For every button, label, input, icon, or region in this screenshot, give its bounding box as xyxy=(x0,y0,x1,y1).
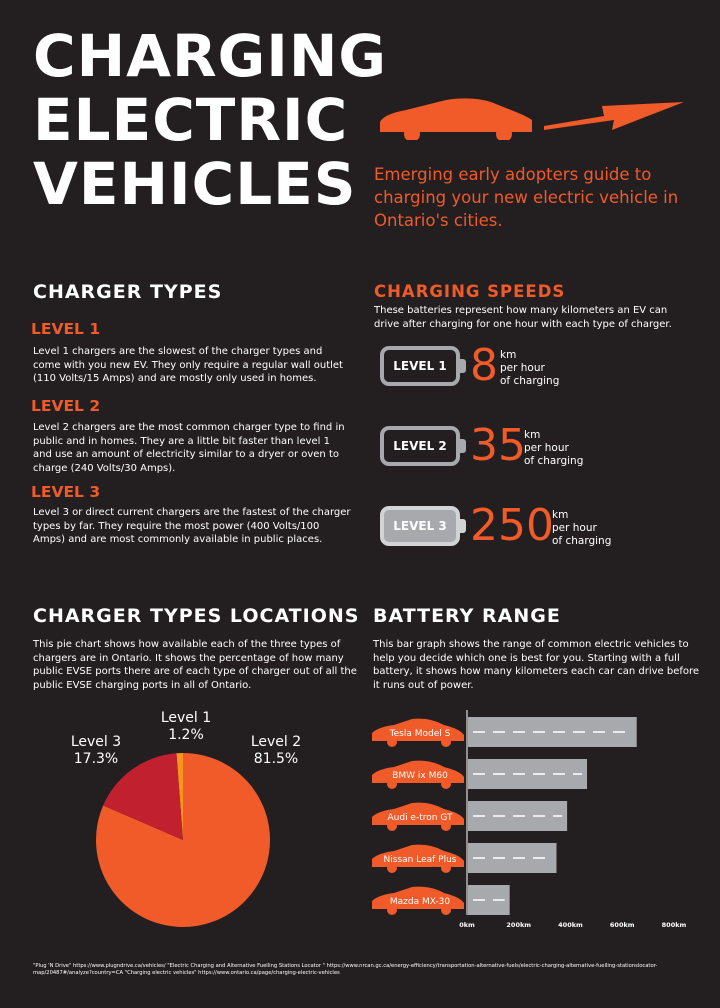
pie-label: Level 2 xyxy=(250,734,302,750)
title-line-3: VEHICLES xyxy=(33,150,357,218)
battery-label: LEVEL 3 xyxy=(393,519,447,533)
pie-label: Level 3 xyxy=(70,734,122,750)
x-tick-label: 800km xyxy=(661,921,687,929)
charging-speeds-description: These batteries represent how many kilometers an EV can drive after charging for one hour with each type of charger. xyxy=(374,305,672,330)
speed-of: of charging xyxy=(500,375,560,387)
title-line-2: ELECTRIC xyxy=(33,86,349,154)
x-tick-label: 400km xyxy=(558,921,583,929)
title-line-1: CHARGING xyxy=(33,22,387,90)
speed-per: per hour xyxy=(524,442,569,454)
lightning-bolt-icon xyxy=(544,100,684,136)
charging-speeds-heading: CHARGING SPEEDS xyxy=(374,282,566,301)
battery-cap xyxy=(460,519,466,533)
level-3-heading: LEVEL 3 xyxy=(31,483,101,501)
x-tick-label: 0km xyxy=(459,921,475,929)
tagline: Emerging early adopters guide to charging your new electric vehicle in Ontario's cities. xyxy=(374,165,679,230)
locations-description: This pie chart shows how available each of the three types of chargers are in Ontario. It shows the percentage of how many public EVSE ports there are of each type of charger out of all the public EVSE charging ports in all of Ontario. xyxy=(33,639,357,691)
speed-unit: km xyxy=(552,509,569,521)
battery-cap xyxy=(460,439,466,453)
speed-of: of charging xyxy=(524,455,584,467)
x-tick-label: 600km xyxy=(609,921,635,929)
bar-chart xyxy=(360,700,720,940)
battery-level-3 xyxy=(380,506,460,546)
level-3-text: Level 3 or direct current chargers are the fastest of the charger types by far. They require the most power (400 Volts/100 Amps) and are most commonly available in public places. xyxy=(33,507,351,545)
sources-footer: "Plug 'N Drive" https://www.plugndrive.ca/vehicles/ "Electric Charging and Alternative Fuelling Stations Locator " https://www.nrcan.gc.ca/energy-efficiency/transportation-alternative-fuels/electric-charging-alternative-fuelling-stationslocator-map/20487#/analyze?country=CA "Charging electric vehicles" https://www.ontario.ca/page/charging-electric-vehicles xyxy=(33,963,658,976)
battery-range-description: This bar graph shows the range of common electric vehicles to help you decide which one is best for you. Starting with a full battery, it shows how many kilometers each car can drive before it runs out of power. xyxy=(373,639,700,691)
speed-value: 8 xyxy=(470,340,498,391)
speed-of: of charging xyxy=(552,535,612,547)
battery-level-2 xyxy=(380,426,460,466)
bar-category-label: Tesla Model S xyxy=(389,729,451,739)
level-1-heading: LEVEL 1 xyxy=(31,320,101,338)
speed-per: per hour xyxy=(552,522,597,534)
charger-types-heading: CHARGER TYPES xyxy=(33,281,223,303)
battery-level-1 xyxy=(380,346,460,386)
speed-unit: km xyxy=(524,429,541,441)
speed-value: 250 xyxy=(470,500,554,551)
bar-category-label: Nissan Leaf Plus xyxy=(383,855,457,865)
speed-unit: km xyxy=(500,349,517,361)
level-2-heading: LEVEL 2 xyxy=(31,397,101,415)
bar xyxy=(468,759,587,789)
pie-label: Level 1 xyxy=(160,710,212,726)
bar-category-label: Mazda MX-30 xyxy=(389,897,451,907)
pie-value-label: 1.2% xyxy=(168,727,204,743)
battery-range-heading: BATTERY RANGE xyxy=(373,605,561,627)
bar-category-label: Audi e-tron GT xyxy=(387,813,453,823)
level-2-text: Level 2 chargers are the most common charger type to find in public and in homes. They are a little bit faster than level 1 and use an amount of electricity similar to a dryer or oven to charge (240 Volts/30 Amps). xyxy=(33,422,345,474)
pie-value-label: 17.3% xyxy=(73,751,119,767)
pie-value-label: 81.5% xyxy=(253,751,299,767)
speed-per: per hour xyxy=(500,362,545,374)
battery-label: LEVEL 1 xyxy=(393,359,447,373)
locations-heading: CHARGER TYPES LOCATIONS xyxy=(33,605,360,627)
bar-category-label: BMW ix M60 xyxy=(392,771,448,781)
battery-cap xyxy=(460,359,466,373)
speed-value: 35 xyxy=(470,420,526,471)
x-tick-label: 200km xyxy=(506,921,532,929)
pie-chart xyxy=(0,700,360,950)
level-1-text: Level 1 chargers are the slowest of the charger types and come with you new EV. They only require a regular wall outlet (110 Volts/15 Amps) and are mostly only used in homes. xyxy=(33,346,343,384)
battery-label: LEVEL 2 xyxy=(393,439,447,453)
